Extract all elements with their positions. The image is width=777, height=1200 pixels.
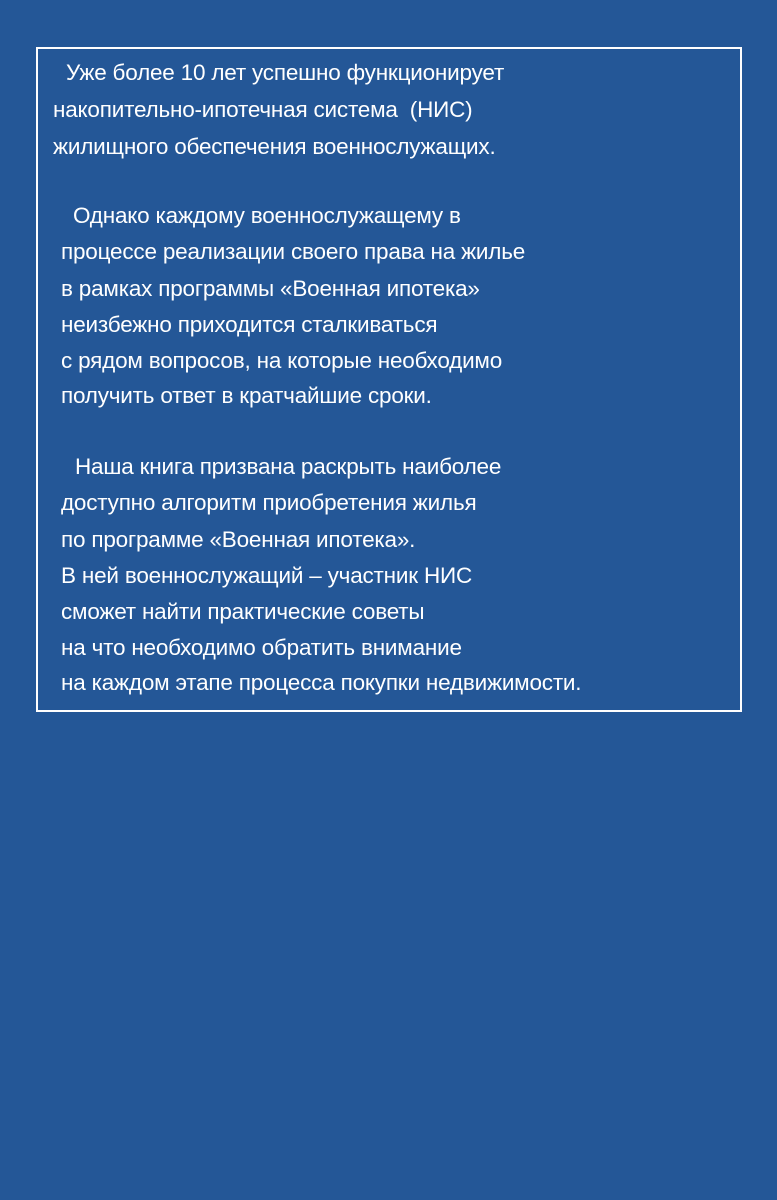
- paragraph-2-line: процессе реализации своего права на жилье: [61, 239, 526, 264]
- paragraph-3-line: В ней военнослужащий – участник НИС: [61, 563, 473, 588]
- paragraph-3-line: на что необходимо обратить внимание: [61, 635, 462, 660]
- paragraph-3-line: сможет найти практические советы: [61, 599, 425, 624]
- paragraph-1-line: жилищного обеспечения военнослужащих.: [53, 134, 496, 159]
- paragraph-3-line: на каждом этапе процесса покупки недвижимости.: [61, 670, 582, 695]
- paragraph-2-line: неизбежно приходится сталкиваться: [61, 312, 438, 337]
- paragraph-2-line: в рамках программы «Военная ипотека»: [61, 276, 480, 301]
- paragraph-3-line: доступно алгоритм приобретения жилья: [61, 490, 477, 515]
- paragraph-1-line: Уже более 10 лет успешно функционирует: [66, 60, 505, 85]
- paragraph-1-line: накопительно-ипотечная система (НИС): [53, 97, 473, 122]
- paragraph-3-line: Наша книга призвана раскрыть наиболее: [75, 454, 502, 479]
- paragraph-2-line: с рядом вопросов, на которые необходимо: [61, 348, 503, 373]
- paragraph-2-line: Однако каждому военнослужащему в: [73, 203, 461, 228]
- paragraph-2-line: получить ответ в кратчайшие сроки.: [61, 383, 432, 408]
- paragraph-3-line: по программе «Военная ипотека».: [61, 527, 416, 552]
